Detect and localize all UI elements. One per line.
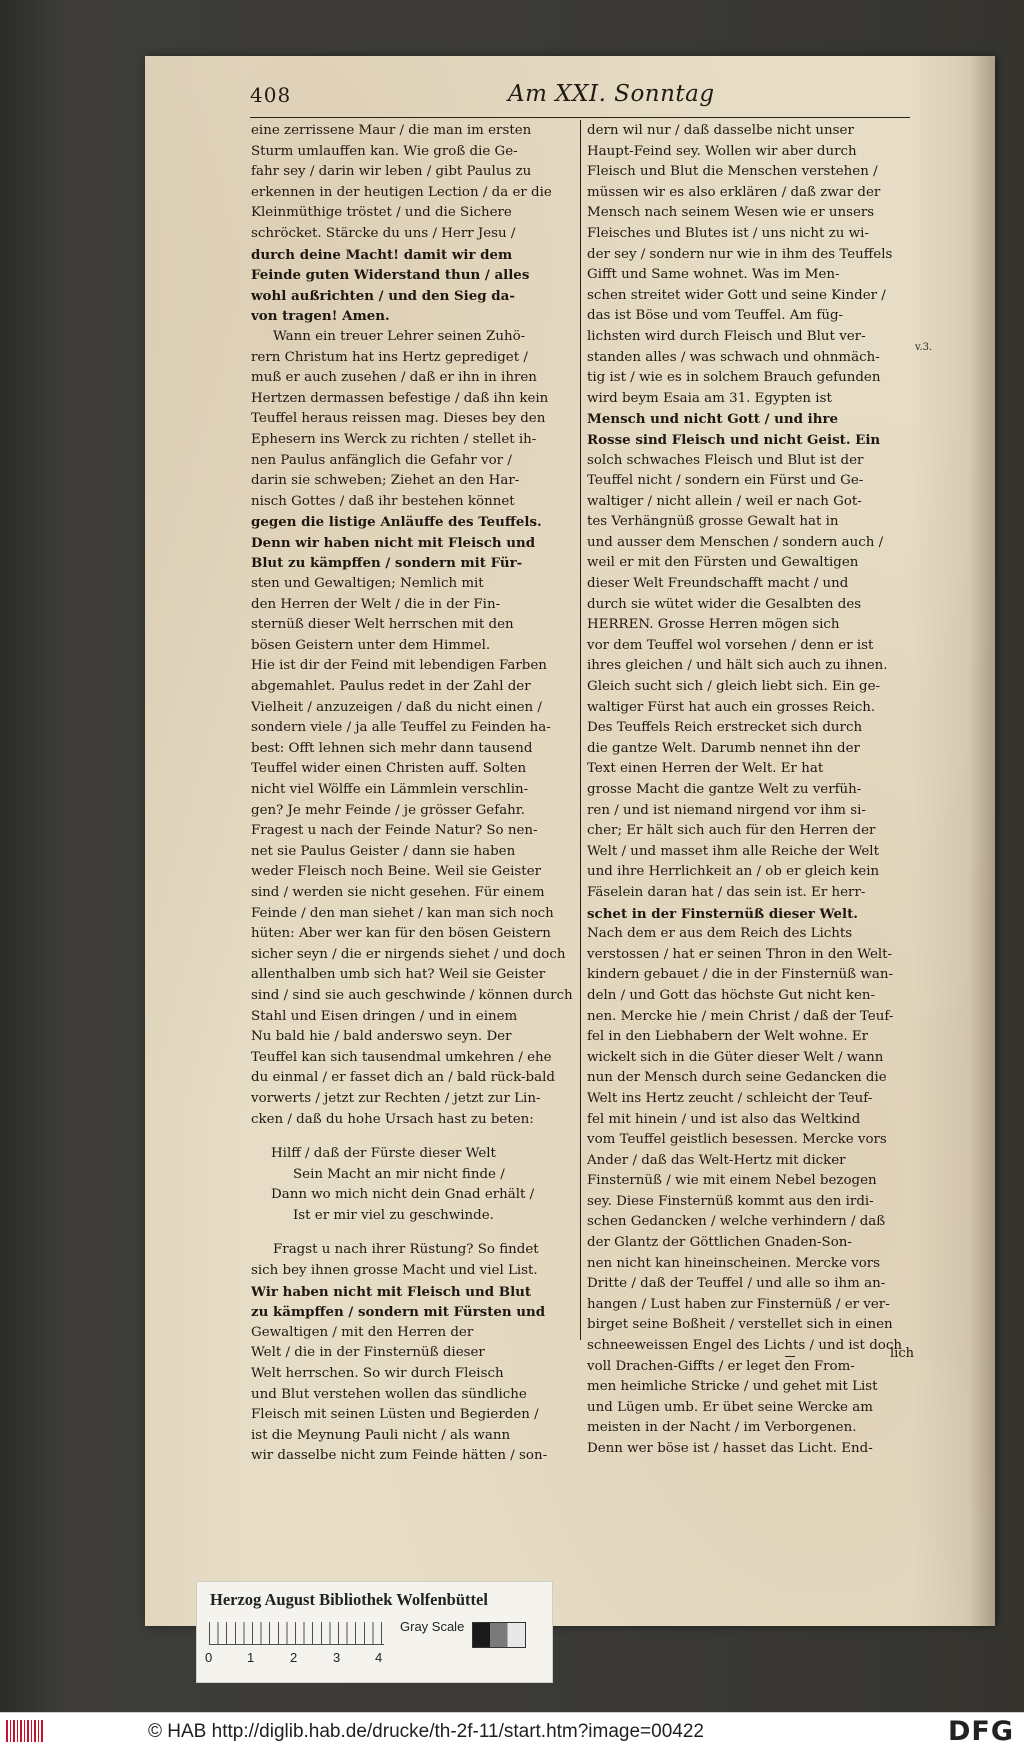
text-line: schet in der Finsternüß dieser Welt. [587, 905, 858, 922]
text-line: nicht viel Wölffe ein Lämmlein verschlin- [251, 782, 529, 797]
text-line: deln / und Gott das höchste Gut nicht ken- [587, 987, 876, 1003]
text-line: Teuffel kan sich tausendmal umkehren / ehe [251, 1049, 552, 1065]
text-line: das ist Böse und vom Teuffel. Am füg- [587, 308, 844, 324]
text-line: Gewaltigen / mit den Herren der [251, 1324, 474, 1340]
text-line: Ander / daß das Welt-Hertz mit dicker [587, 1152, 846, 1168]
text-line: Welt ins Hertz zeucht / schleicht der Teuf- [587, 1090, 873, 1106]
text-line: birget seine Boßheit / verstellet sich in einen [587, 1317, 893, 1333]
text-line: nen nicht kan hineinscheinen. Mercke vors [587, 1255, 881, 1271]
verse-line: Hilff / daß der Fürste dieser Welt [271, 1146, 496, 1162]
text-line: bösen Geistern unter dem Himmel. [251, 637, 491, 653]
text-line: sich bey ihnen grosse Macht und viel List. [251, 1263, 538, 1279]
text-line: von tragen! Amen. [251, 308, 390, 325]
text-line: Stahl und Eisen dringen / und in einem [251, 1008, 518, 1024]
header-rule [250, 117, 910, 118]
text-line: solch schwaches Fleisch und Blut ist der [587, 452, 864, 468]
text-line: nen. Mercke hie / mein Christ / daß der Teuf- [587, 1008, 894, 1024]
text-line: schröcket. Stärcke du uns / Herr Jesu / [251, 225, 516, 241]
library-label [196, 1581, 553, 1683]
text-line: Kleinmüthige tröstet / und die Sichere [251, 205, 512, 221]
text-line: Fragest u nach der Feinde Natur? So nen- [251, 823, 538, 839]
text-line: ist die Meynung Pauli nicht / als wann [251, 1427, 511, 1443]
text-line: Nu bald hie / bald anderswo seyn. Der [251, 1029, 512, 1045]
text-line: Dritte / daß der Teuffel / und alle so ihm an- [587, 1276, 886, 1292]
text-line: Vielheit / anzuzeigen / daß du nicht einen / [251, 699, 542, 715]
text-line: Feinde / den man siehet / kan man sich noch [251, 905, 554, 921]
dfg-logo: DFG [947, 1716, 1014, 1747]
text-line: vor dem Teuffel wol vorsehen / denn er ist [587, 637, 874, 653]
text-line: Teuffel nicht / sondern ein Fürst und Ge- [587, 473, 864, 489]
text-line: verstossen / hat er seinen Thron in den Welt- [587, 946, 893, 962]
text-line: zu kämpffen / sondern mit Fürsten und [251, 1304, 546, 1321]
text-line: abgemahlet. Paulus redet in der Zahl der [251, 679, 531, 695]
text-line: waltiger / nicht allein / weil er nach Got- [587, 493, 862, 509]
page-header [250, 81, 950, 117]
text-line: sind / sind sie auch geschwinde / können durch [251, 987, 573, 1003]
text-line: kindern gebauet / die in der Finsternüß wan- [587, 967, 893, 983]
text-line: standen alles / was schwach und ohnmäch- [587, 349, 880, 365]
text-line: hüten: Aber wer kan für den bösen Geistern [251, 926, 551, 942]
text-line: die gantze Welt. Darumb nennet ihn der [587, 740, 860, 756]
text-line: dern wil nur / daß dasselbe nicht unser [587, 123, 854, 138]
text-line: schneeweissen Engel des Lichts / und ist doch [587, 1338, 902, 1354]
text-line: fel mit hinein / und ist also das Weltkind [587, 1111, 861, 1127]
text-line: Nach dem er aus dem Reich des Lichts [587, 926, 853, 942]
text-line: gegen die listige Anläuffe des Teuffels. [251, 514, 542, 531]
text-line: Teuffel heraus reissen mag. Dieses bey den [251, 411, 546, 427]
text-line: fahr sey / darin wir leben / gibt Paulus zu [251, 164, 532, 180]
text-line: den Herren der Welt / die in der Fin- [251, 596, 501, 612]
text-line: meisten in der Nacht / im Verborgenen. [587, 1420, 857, 1436]
text-line: rern Christum hat ins Hertz geprediget / [251, 349, 528, 365]
page-number: 408 [250, 83, 292, 107]
text-line: Fleisch und Blut die Menschen verstehen / [587, 164, 878, 180]
scale-number: 4 [375, 1650, 383, 1665]
library-name: Herzog August Bibliothek Wolfenbüttel [210, 1590, 488, 1609]
text-line: Mensch und nicht Gott / und ihre [587, 411, 839, 428]
gray-scale-caption: Gray Scale [400, 1619, 465, 1634]
running-title: Am XXI. Sonntag [508, 81, 715, 107]
text-line: weil er mit den Fürsten und Gewaltigen [587, 555, 859, 571]
text-line: tig ist / wie es in solchem Brauch gefunden [587, 370, 881, 386]
text-line: erkennen in der heutigen Lection / da er die [251, 184, 552, 200]
text-line: Text einen Herren der Welt. Er hat [587, 761, 824, 777]
scale-number: 1 [247, 1650, 255, 1665]
text-line: Welt / und masset ihm alle Reiche der Welt [587, 843, 879, 859]
text-line: fel in den Liebhabern der Welt wohne. Er [587, 1029, 869, 1045]
text-line: Sturm umlauffen kan. Wie groß die Ge- [251, 143, 518, 159]
text-line: best: Offt lehnen sich mehr dann tausend [251, 740, 533, 756]
text-line: weder Fleisch noch Beine. Weil sie Geister [251, 864, 541, 880]
text-line: Welt / die in der Finsternüß dieser [251, 1345, 485, 1361]
line-gap [251, 1130, 577, 1144]
text-line: müssen wir es also erklären / daß zwar der [587, 184, 881, 200]
text-line: allenthalben umb sich hat? Weil sie Geister [251, 967, 546, 983]
text-line: sternüß dieser Welt herrschen mit den [251, 617, 514, 633]
text-line: Ephesern ins Werck zu richten / stellet ih- [251, 431, 537, 447]
text-line: Hie ist dir der Feind mit lebendigen Farben [251, 658, 547, 674]
text-line: der sey / sondern nur wie in ihm des Teuffels [587, 246, 893, 262]
text-line: Gleich sucht sich / gleich liebt sich. Ein ge- [587, 679, 881, 695]
text-line: wohl außrichten / und den Sieg da- [251, 287, 515, 304]
text-line: Fleisch mit seinen Lüsten und Begierden / [251, 1407, 539, 1423]
text-line: wickelt sich in die Güter dieser Welt / wann [587, 1049, 884, 1065]
text-line: Teuffel wider einen Christen auff. Solten [251, 761, 527, 777]
text-line: darin sie schweben; Ziehet an den Har- [251, 473, 520, 489]
text-line: schen Gedancken / welche verhindern / daß [587, 1214, 886, 1230]
text-line: Wann ein treuer Lehrer seinen Zuhö- [273, 328, 526, 344]
text-line: Blut zu kämpffen / sondern mit Für- [251, 555, 523, 572]
text-line: cher; Er hält sich auch für den Herren der [587, 823, 876, 839]
line-gap [251, 1226, 577, 1240]
text-line: und ihre Herrlichkeit an / ob er gleich kein [587, 864, 880, 880]
text-line: sind / werden sie nicht gesehen. Für einem [251, 884, 545, 900]
text-line: ren / und ist niemand nirgend vor ihm si- [587, 802, 866, 818]
catchword: lich [890, 1346, 914, 1361]
text-line: lichsten wird durch Fleisch und Blut ver- [587, 328, 866, 344]
text-column-left [251, 121, 577, 1467]
copyright-link[interactable]: © HAB http://diglib.hab.de/drucke/th-2f-11/start.htm?image=00422 [148, 1721, 704, 1742]
text-line: Wir haben nicht mit Fleisch und Blut [251, 1283, 532, 1300]
gray-scale-swatch [472, 1622, 526, 1648]
text-line: und ausser dem Menschen / sondern auch / [587, 534, 884, 550]
text-line: sicher seyn / die er nirgends siehet / und doch [251, 946, 566, 962]
hab-logo-icon [6, 1720, 44, 1742]
text-line: schen streitet wider Gott und seine Kinder / [587, 287, 886, 303]
text-line: durch sie wütet wider die Gesalbten des [587, 596, 862, 612]
text-line: Des Teuffels Reich erstrecket sich durch [587, 720, 863, 736]
margin-note: v.3. [915, 342, 933, 353]
text-line: dieser Welt Freundschafft macht / und [587, 576, 849, 592]
book-page [145, 56, 995, 1626]
text-line: grosse Macht die gantze Welt zu verfüh- [587, 782, 862, 797]
text-line: HERREN. Grosse Herren mögen sich [587, 617, 840, 633]
text-line: Gifft und Same wohnet. Was im Men- [587, 267, 840, 283]
text-line: durch deine Macht! damit wir dem [251, 246, 513, 263]
text-line: Hertzen dermassen befestige / daß ihn kein [251, 390, 549, 406]
scale-number: 3 [333, 1650, 341, 1665]
scale-number: 2 [290, 1650, 298, 1665]
text-line: voll Drachen-Giffts / er leget den From- [587, 1358, 855, 1374]
text-line: Welt herrschen. So wir durch Fleisch [251, 1366, 504, 1382]
text-line: eine zerrissene Maur / die man im ersten [251, 123, 532, 138]
text-line: Denn wir haben nicht mit Fleisch und [251, 534, 536, 551]
text-line: und Blut verstehen wollen das sündliche [251, 1386, 527, 1402]
text-line: sten und Gewaltigen; Nemlich mit [251, 576, 484, 592]
text-line: men heimliche Stricke / und gehet mit List [587, 1379, 878, 1395]
text-line: der Glantz der Göttlichen Gnaden-Son- [587, 1235, 852, 1251]
text-line: und Lügen umb. Er übet seine Wercke am [587, 1399, 873, 1415]
text-line: nisch Gottes / daß ihr bestehen könnet [251, 493, 515, 509]
verse-line: Sein Macht an mir nicht finde / [293, 1166, 505, 1182]
text-line: net sie Paulus Geister / dann sie haben [251, 843, 516, 859]
text-line: nun der Mensch durch seine Gedancken die [587, 1070, 887, 1086]
text-line: vom Teuffel geistlich besessen. Mercke vors [587, 1132, 887, 1148]
text-column-right [587, 121, 912, 1460]
text-line: Feinde guten Widerstand thun / alles [251, 267, 530, 284]
text-line: nen Paulus anfänglich die Gefahr vor / [251, 452, 512, 468]
text-line: wir dasselbe nicht zum Feinde hätten / son- [251, 1448, 548, 1464]
text-line: Finsternüß / wie mit einem Nebel bezogen [587, 1173, 877, 1189]
text-line: Fäselein daran hat / das sein ist. Er herr- [587, 884, 866, 900]
measurement-scale [209, 1622, 384, 1645]
verse-line: Dann wo mich nicht dein Gnad erhält / [271, 1187, 535, 1203]
text-line: sey. Diese Finsternüß kommt aus den irdi- [587, 1193, 874, 1209]
text-line: cken / daß du hohe Ursach hast zu beten: [251, 1111, 534, 1127]
scale-number: 0 [205, 1650, 213, 1665]
text-line: gen? Je mehr Feinde / je grösser Gefahr. [251, 802, 525, 818]
text-line: Haupt-Feind sey. Wollen wir aber durch [587, 143, 857, 159]
text-line: Fragst u nach ihrer Rüstung? So findet [273, 1242, 539, 1258]
text-line: Mensch nach seinem Wesen wie er unsers [587, 205, 875, 221]
text-line: Fleisches und Blutes ist / uns nicht zu wi- [587, 225, 869, 241]
text-line: ihres gleichen / und hält sich auch zu ihnen. [587, 658, 888, 674]
text-line: muß er auch zusehen / daß er ihn in ihren [251, 370, 537, 386]
column-divider [580, 120, 581, 1340]
text-line: Rosse sind Fleisch und nicht Geist. Ein [587, 431, 881, 448]
text-line: wird beym Esaia am 31. Egypten ist [587, 390, 832, 406]
text-line: du einmal / er fasset dich an / bald rück-bald [251, 1070, 555, 1086]
text-line: tes Verhängnüß grosse Gewalt hat in [587, 514, 839, 530]
bottom-dash [785, 1356, 795, 1357]
footer-bar [0, 1712, 1024, 1748]
text-line: vorwerts / jetzt zur Rechten / jetzt zur Lin- [251, 1090, 541, 1106]
text-line: sondern viele / ja alle Teuffel zu Feinden ha- [251, 720, 551, 736]
text-line: Denn wer böse ist / hasset das Licht. End- [587, 1441, 873, 1456]
page-edge-shadow [969, 56, 995, 1626]
verse-line: Ist er mir viel zu geschwinde. [293, 1207, 494, 1223]
text-line: hangen / Lust haben zur Finsternüß / er ver- [587, 1296, 890, 1312]
text-line: waltiger Fürst hat auch ein grosses Reich. [587, 699, 876, 715]
